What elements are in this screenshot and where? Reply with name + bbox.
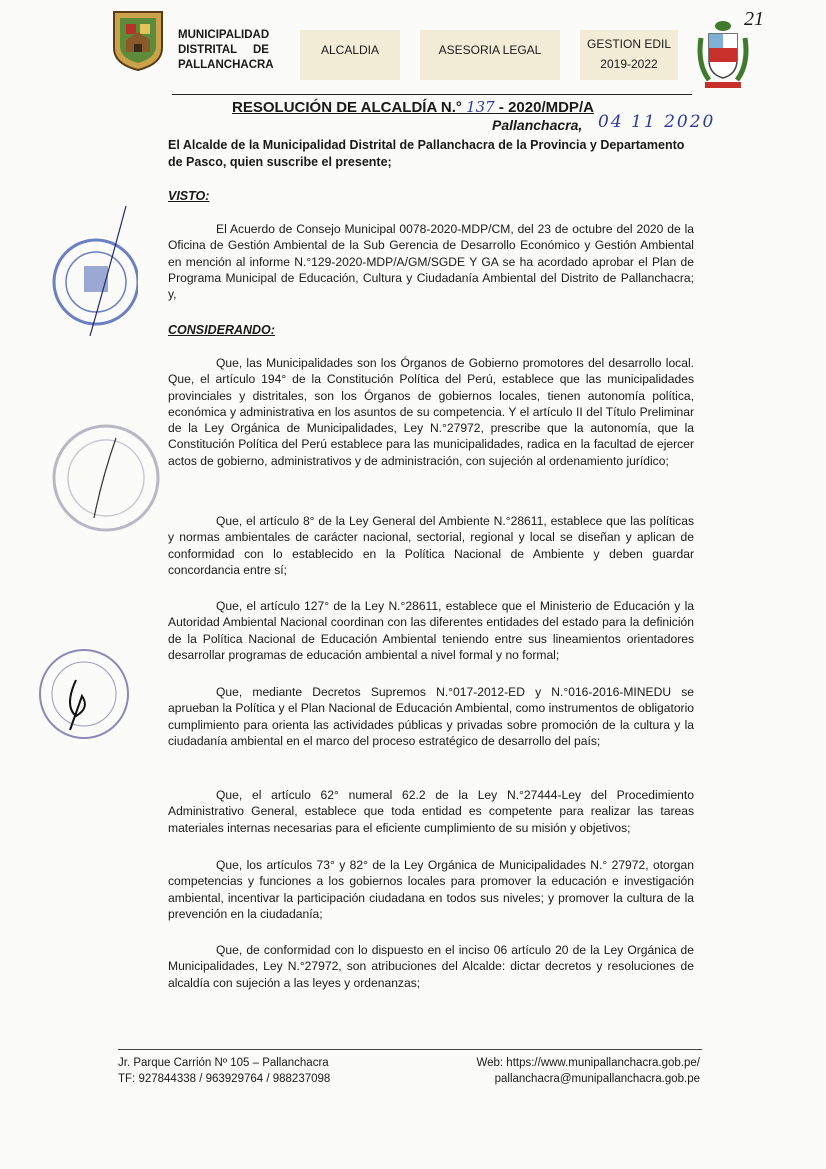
considerando-paragraph — [168, 787, 694, 836]
municipal-logo — [108, 8, 168, 72]
title-number: 137 — [466, 98, 495, 116]
faint-stamp — [44, 418, 166, 536]
header-box-legal — [420, 30, 560, 80]
signature-stamp — [34, 646, 134, 742]
org-name — [178, 28, 284, 73]
header-alcaldia-label: ALCALDIA — [320, 43, 380, 57]
considerando-text: Que, el artículo 8° de la Ley General del Ambiente N.°28611, establece que las políticas y normas ambientales de carácter nacional, sectorial, regional y local se diseñan y aplican de conformidad con lo establecido en la Política Nacional de Ambiente y deben guardar concordancia entre sí; — [168, 514, 694, 577]
considerando-text: Que, de conformidad con lo dispuesto en el inciso 06 artículo 20 de la Ley Orgánica de Municipalidades, Ley N.°27972, son atribuciones del Alcalde: dictar decretos y resoluciones de alcaldía con sujeción a las leyes y ordenanzas; — [168, 943, 694, 990]
footer-web — [452, 1055, 700, 1087]
org-name-line: MUNICIPALIDAD — [178, 29, 270, 41]
coat-of-arms-icon — [695, 18, 751, 92]
header-legal-label: ASESORIA LEGAL — [438, 43, 542, 57]
header-box-alcaldia — [300, 30, 400, 80]
title-suffix: - 2020/MDP/A — [498, 99, 594, 116]
considerando-heading: CONSIDERANDO: — [168, 323, 275, 337]
visto-text: El Acuerdo de Consejo Municipal 0078-2020-MDP/CM, del 23 de octubre del 2020 de la Oficina de Gestión Ambiental de la Sub Gerencia de Desarrollo Económico y Gestión Ambiental en mención al informe N.°129-2020-MDP/A/GM/SGDE Y GA se ha acordado aprobar el Plan de Programa Municipal de Educación, Cultura y Ciudadanía Ambiental del Distrito de Pallanchacra; y, — [168, 222, 694, 302]
page-number: 21 — [744, 8, 764, 30]
org-name-line: DISTRITAL DE — [178, 44, 269, 56]
footer-email: pallanchacra@munipallanchacra.gob.pe — [494, 1073, 700, 1085]
org-name-line: PALLANCHACRA — [178, 59, 274, 71]
footer-phones: TF: 927844338 / 963929764 / 988237098 — [118, 1073, 331, 1085]
blue-stamp — [30, 206, 138, 346]
place: Pallanchacra, — [492, 117, 583, 133]
visto-heading: VISTO: — [168, 189, 210, 203]
considerando-paragraph — [168, 513, 694, 578]
considerando-paragraph — [168, 857, 694, 922]
considerando-text: Que, los artículos 73° y 82° de la Ley Orgánica de Municipalidades N.° 27972, otorgan competencias y funciones a los gobiernos locales para promover la educación e investigación ambiental, incentivar la participación ciudadana en todos sus niveles; y promover la cultura de la prevención en la ciudadanía; — [168, 858, 694, 921]
header-gestion-label: GESTION EDIL — [586, 37, 672, 51]
footer-address: Jr. Parque Carrión Nº 105 – Pallanchacra — [118, 1057, 329, 1069]
considerando-text: Que, el artículo 62° numeral 62.2 de la Ley N.°27444-Ley del Procedimiento Administrativo General, establece que toda entidad es competente para realizar las tareas materiales internas necesarias para el eficiente cumplimiento de su misión y objetivos; — [168, 788, 694, 835]
footer-divider — [118, 1049, 702, 1050]
title-prefix: RESOLUCIÓN DE ALCALDÍA N.° — [232, 99, 462, 116]
header-box-gestion — [580, 30, 678, 80]
considerando-paragraph — [168, 598, 694, 663]
visto-paragraph — [168, 221, 694, 302]
considerando-text: Que, el artículo 127° de la Ley N.°28611, establece que el Ministerio de Educación y la Autoridad Ambiental Nacional coordinan con las diferentes entidades del estado para la definición de la Política Nacional de Educación Ambiental teniendo entre sus lineamientos orientadores desarrollar programas de educación ambiental a nivel formal y no formal; — [168, 599, 694, 662]
footer-website: Web: https://www.munipallanchacra.gob.pe/ — [476, 1057, 700, 1069]
header-gestion-period: 2019-2022 — [600, 57, 658, 71]
considerando-paragraph — [168, 684, 694, 749]
considerando-text: Que, las Municipalidades son los Órganos de Gobierno promotores del desarrollo local. Que, el artículo 194° de la Constitución Política del Perú, establece que las municipalidades provinciales y distritales, son los Órganos de gobiernos locales, tienen autonomía política, económica y administrativa en los asuntos de su competencia. Y el artículo II del Título Preliminar de la Ley Orgánica de Municipalidades, Ley N.°27972, prescribe que la autonomía, que la Constitución Política del Perú establece para las municipalidades, radica en la facultad de ejercer actos de gobierno, administrativos y de administración, con sujeción al ordenamiento jurídico; — [168, 356, 694, 468]
footer-contact — [118, 1055, 330, 1087]
considerando-paragraph — [168, 942, 694, 991]
intro-text: El Alcalde de la Municipalidad Distrital de Pallanchacra de la Provincia y Departamento de Pasco, quien suscribe el presente; — [168, 138, 685, 169]
considerando-text: Que, mediante Decretos Supremos N.°017-2012-ED y N.°016-2016-MINEDU se aprueban la Política y el Plan Nacional de Educación Ambiental, como instrumentos de obligatorio cumplimiento para orienta las actividades públicas y privadas sobre promoción de la cultura y la ciudadanía ambiental en el marco del proceso estratégico de desarrollo del país; — [168, 685, 694, 748]
considerando-paragraph — [168, 355, 694, 469]
handwritten-date: 04 11 2020 — [598, 112, 716, 132]
header-divider — [172, 94, 692, 95]
